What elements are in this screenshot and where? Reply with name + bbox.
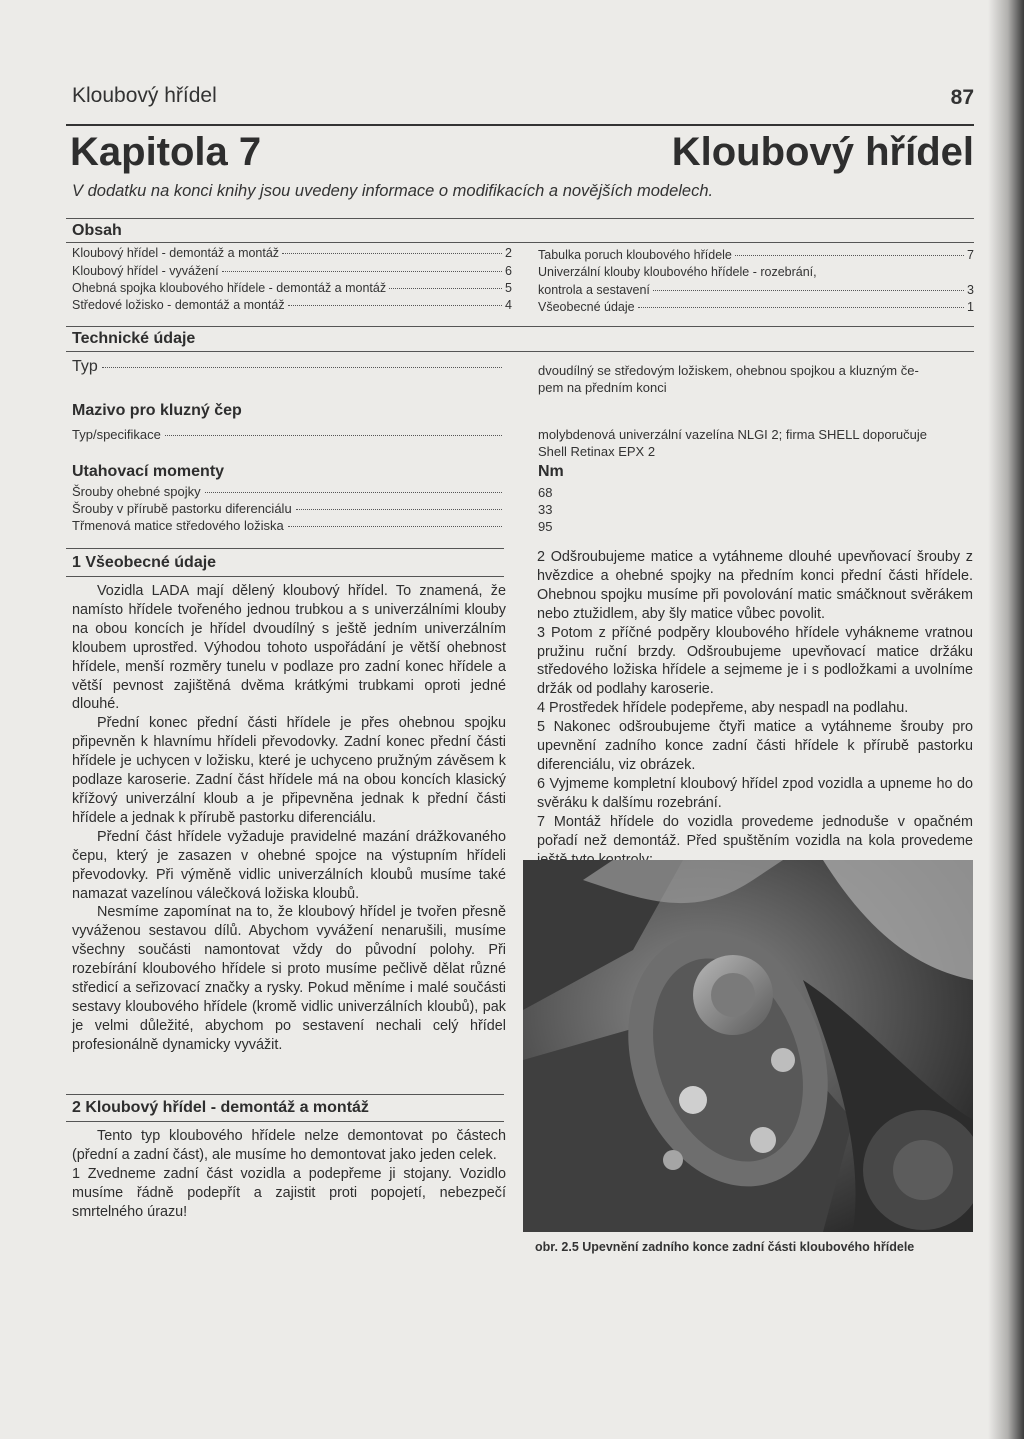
torque-value: 95 xyxy=(538,519,553,534)
paragraph: Přední část hřídele vyžaduje pravidelné mazání drážkovaného čepu, který je zasazen v ohebné spojce na výstupním hřídeli převodovky. Při výměně vidlic univerzálních kloubů musíme také namazat vazelínou válečková ložiska kloubů. xyxy=(72,828,506,902)
leader-dots xyxy=(288,526,502,527)
paragraph: Nesmíme zapomínat na to, že kloubový hřídel je tvořen přesně vyváženou sestavou dílů. Abychom vyvážení nenarušili, musíme všechny součásti namontovat vždy do původní polohy. Při rozebírání kloubového hřídele si proto musíme pečlivě dělat různé středicí a seřizovací značky a rysky. Pokud měníme i malé součásti sestavy kloubového hřídele (kromě vidlic univerzálních kloubů), pak je velmi důležité, abychom po sestavení nechali celý hřídel profesionálně dynamicky vyvážit. xyxy=(72,904,506,1053)
header-rule xyxy=(66,124,974,126)
section-rule xyxy=(66,576,504,577)
lube-heading: Mazivo pro kluzný čep xyxy=(72,402,242,419)
steps-column xyxy=(537,548,973,869)
torque-label: Třmenová matice středového ložiska xyxy=(72,518,284,533)
chapter-label: Kapitola 7 xyxy=(70,130,262,174)
section2-heading: 2 Kloubový hřídel - demontáž a montáž xyxy=(72,1099,369,1116)
chapter-note: V dodatku na konci knihy jsou uvedeny informace o modifikacích a novějších modelech. xyxy=(72,182,714,200)
toc-item-label: Ohebná spojka kloubového hřídele - demontáž a montáž xyxy=(72,281,387,295)
torque-value: 33 xyxy=(538,502,553,517)
toc-item[interactable] xyxy=(538,283,974,298)
spec-type-value-line: dvoudílný se středovým ložiskem, ohebnou spojkou a kluzným če- xyxy=(538,363,919,378)
divider xyxy=(66,351,974,352)
toc-item-label: Kloubový hřídel - demontáž a montáž xyxy=(72,246,280,260)
driveshaft-flange-photo xyxy=(523,860,973,1232)
step-paragraph: 2 Odšroubujeme matice a vytáhneme dlouhé upevňovací šrouby z hvězdice a ohebné spojky na předním konci přední části hřídele. Ohebnou spojku musíme při povolování matic smáčknout svěrákem nebo ztužidlem, aby šly matice vůbec povolit. xyxy=(537,549,973,622)
spec-lube-label: Typ/specifikace xyxy=(72,427,161,442)
toc-item-label: Kloubový hřídel - vyvážení xyxy=(72,264,219,278)
leader-dots xyxy=(222,271,502,272)
divider xyxy=(66,242,974,243)
section1-heading: 1 Všeobecné údaje xyxy=(72,554,217,571)
leader-dots xyxy=(638,307,964,308)
paragraph: Vozidla LADA mají dělený kloubový hřídel. To znamená, že namísto hřídele tvořeného jednou trubkou a s univerzálními klouby na obou koncích je hřídel dvoudílný s ještě jedním univerzálním kloubem uprostřed. Výhodou tohoto uspořádání je větší ohebnost hřídele, menší rozměry tunelu v podlaze pro zadní konec hřídele a větší pevnost zajištěná dvěma krátkými trubkami oproti jedné dlouhé. xyxy=(72,583,506,713)
toc-item-label: Tabulka poruch kloubového hřídele xyxy=(538,248,732,262)
section-rule xyxy=(66,1094,504,1095)
divider xyxy=(66,326,974,327)
section1-body xyxy=(72,582,506,1055)
spec-type-label: Typ xyxy=(72,358,98,375)
step-paragraph: 4 Prostředek hřídele podepřeme, aby nespadl na podlahu. xyxy=(537,700,909,717)
specs-heading: Technické údaje xyxy=(72,330,196,347)
spec-lube-row xyxy=(72,427,502,442)
toc-item-label: kontrola a sestavení xyxy=(538,283,650,297)
toc-item-page: 7 xyxy=(967,248,974,262)
spec-lube-value-line: Shell Retinax EPX 2 xyxy=(538,444,656,459)
figure-photo xyxy=(523,860,973,1232)
toc-item-page: 5 xyxy=(505,281,512,295)
toc-item-page: 1 xyxy=(967,300,974,314)
spec-type-row xyxy=(72,358,502,376)
toc-item[interactable] xyxy=(72,246,512,261)
torque-value: 68 xyxy=(538,485,553,500)
spec-type-value xyxy=(538,362,974,396)
torque-heading: Utahovací momenty xyxy=(72,463,225,480)
toc-item[interactable] xyxy=(538,265,974,280)
step-paragraph: 6 Vyjmeme kompletní kloubový hřídel zpod vozidla a upneme ho do svěráku k dalšímu rozebrání. xyxy=(537,775,973,811)
step-paragraph: 3 Potom z příčné podpěry kloubového hřídele vyhákneme vratnou pružinu ruční brzdy. Odšroubujeme upevňovací matice držáku středového ložiska hřídele a sejmeme je i s podložkami a uvolníme držák od podlahy karoserie. xyxy=(537,624,973,698)
torque-row xyxy=(72,518,502,533)
section-rule xyxy=(66,548,504,549)
torque-row xyxy=(72,501,502,516)
paragraph: Přední konec přední části hřídele je přes ohebnou spojku připevněn k hlavnímu hřídeli převodovky. Zadní konec přední části hřídele je uchycen v ložisku, které je uchyceno pružným závěsem k podlaze karoserie. Zadní část hřídele má na obou koncích klasický křížový univerzální kloub a je připevněna jednak k přední části hřídele a jednak k přírubě pastorku diferenciálu. xyxy=(72,715,506,826)
chapter-title: Kloubový hřídel xyxy=(671,130,974,174)
toc-item[interactable] xyxy=(72,298,512,313)
toc-item-label: Univerzální klouby kloubového hřídele - rozebrání, xyxy=(538,265,817,279)
section2-body xyxy=(72,1127,506,1222)
page-number: 87 xyxy=(950,86,974,109)
figure-caption: obr. 2.5 Upevnění zadního konce zadní části kloubového hřídele xyxy=(535,1240,915,1254)
leader-dots xyxy=(288,305,502,306)
torque-unit: Nm xyxy=(538,463,564,480)
spec-type-value-line: pem na předním konci xyxy=(538,380,667,395)
leader-dots xyxy=(282,253,502,254)
toc-item-page: 3 xyxy=(967,283,974,297)
toc-item-page: 4 xyxy=(505,298,512,312)
spec-lube-value-line: molybdenová univerzální vazelína NLGI 2; firma SHELL doporučuje xyxy=(538,427,928,442)
contents-heading: Obsah xyxy=(72,222,122,239)
toc-item-page: 2 xyxy=(505,246,512,260)
leader-dots xyxy=(389,288,502,289)
torque-label: Šrouby v přírubě pastorku diferenciálu xyxy=(72,501,292,516)
leader-dots xyxy=(102,367,502,368)
torque-label: Šrouby ohebné spojky xyxy=(72,484,201,499)
torque-row xyxy=(72,484,502,499)
leader-dots xyxy=(205,492,502,493)
paragraph: 1 Zvedneme zadní část vozidla a podepřeme ji stojany. Vozidlo musíme řádně podepřít a zajistit proti popojetí, nebezpečí smrtelného úrazu! xyxy=(72,1165,506,1220)
leader-dots xyxy=(165,435,502,436)
toc-item[interactable] xyxy=(72,264,512,279)
toc-item[interactable] xyxy=(72,281,512,296)
leader-dots xyxy=(735,255,964,256)
step-paragraph: 5 Nakonec odšroubujeme čtyři matice a vytáhneme šrouby pro upevnění zadního konce zadní části hřídele k přírubě pastorku diferenciálu, viz obrázek. xyxy=(537,719,973,773)
page-edge-shadow xyxy=(988,0,1024,1439)
leader-dots xyxy=(296,509,502,510)
toc-item-page: 6 xyxy=(505,264,512,278)
step-paragraph: 7 Montáž hřídele do vozidla provedeme jednoduše v opačném pořadí než demontáž. Před spuštěním vozidla na kola provedeme xyxy=(537,813,973,849)
divider xyxy=(66,218,974,219)
spec-lube-value xyxy=(538,426,974,460)
toc-item[interactable] xyxy=(538,300,974,315)
toc-item-label: Středové ložisko - demontáž a montáž xyxy=(72,298,285,312)
toc-item-label: Všeobecné údaje xyxy=(538,300,635,314)
leader-dots xyxy=(653,290,964,291)
toc-item[interactable] xyxy=(538,248,974,263)
section-rule xyxy=(66,1121,504,1122)
paragraph: Tento typ kloubového hřídele nelze demontovat po částech (přední a zadní část), ale musíme ho demontovat jako jeden celek. xyxy=(72,1128,506,1163)
running-title: Kloubový hřídel xyxy=(72,84,217,107)
